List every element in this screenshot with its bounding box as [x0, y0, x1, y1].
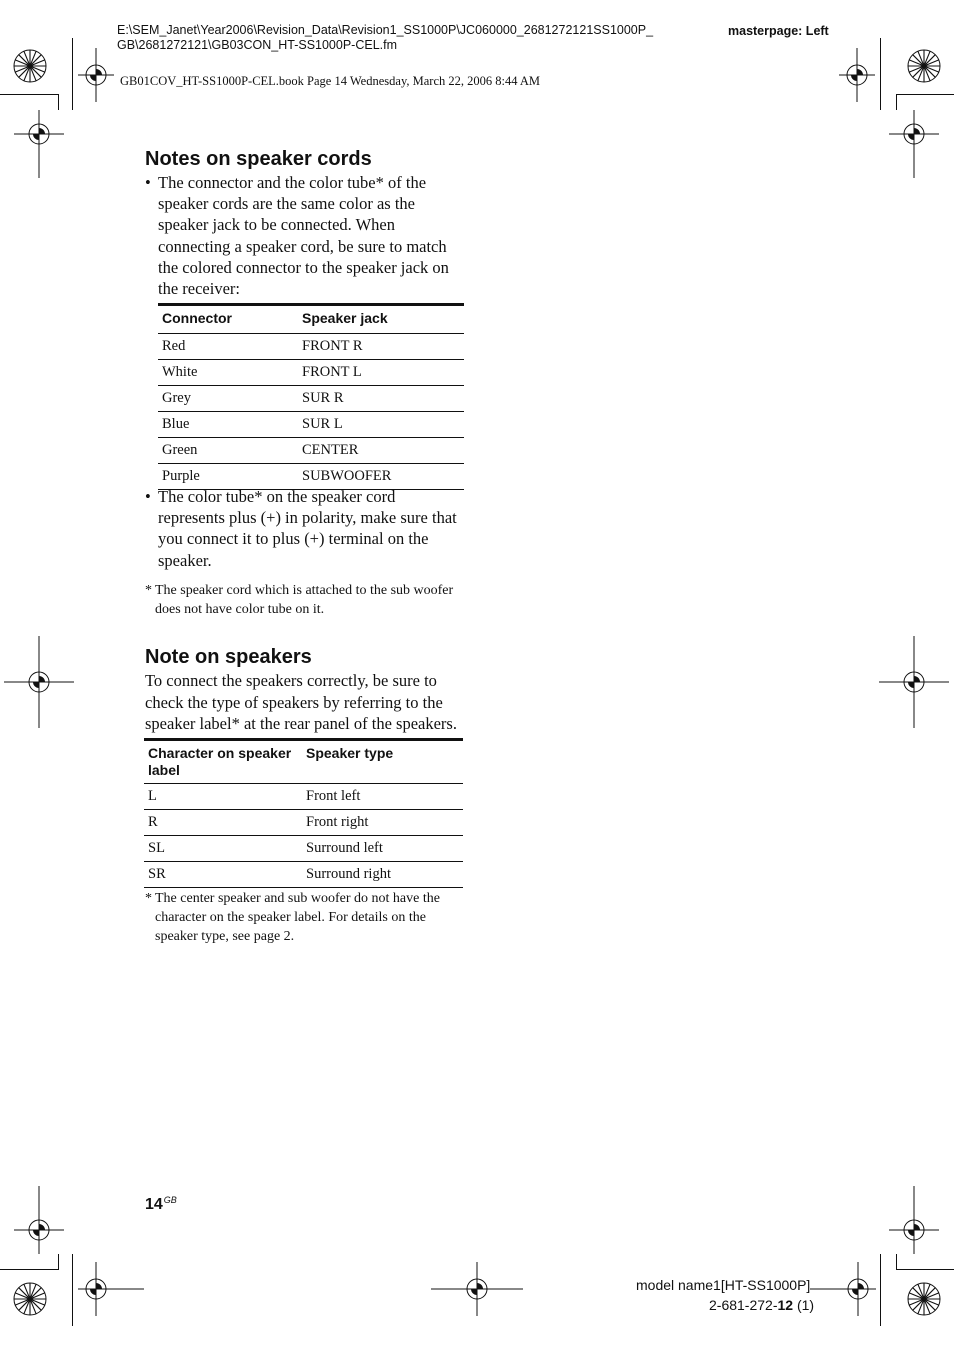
- table-row: [158, 360, 464, 386]
- crop-mark-line: [58, 94, 59, 110]
- crop-mark-line: [72, 1254, 73, 1326]
- footnote-color-tube: [145, 581, 467, 621]
- footnote-text: The speaker cord which is attached to the sub woofer does not have color tube on it.: [155, 583, 454, 617]
- registration-crosshair-icon: [889, 1186, 939, 1254]
- registration-crosshair-icon: [879, 636, 949, 728]
- table-header-row: [144, 740, 463, 784]
- registration-crosshair-icon: [78, 48, 114, 102]
- column-header-connector: Connector: [158, 305, 298, 334]
- footnote-text: The center speaker and sub woofer do not have the character on the speaker label. For details on the speaker type, see page 2.: [155, 891, 440, 944]
- column-header-speaker-type: Speaker type: [302, 740, 463, 784]
- table-cell: SR: [144, 862, 302, 888]
- crop-mark-line: [0, 1269, 58, 1270]
- table-row: [144, 784, 463, 810]
- table-cell: Front left: [302, 784, 463, 810]
- table-cell: Purple: [158, 464, 298, 490]
- table-cell: Grey: [158, 386, 298, 412]
- column-header-character: Character on speaker label: [144, 740, 302, 784]
- file-path-line1: E:\SEM_Janet\Year2006\Revision_Data\Revision1_SS1000P\JC060000_2681272121SS1000P_: [117, 23, 654, 37]
- registration-crosshair-icon: [4, 636, 74, 728]
- table-row: [144, 810, 463, 836]
- registration-starburst-icon: [907, 49, 941, 83]
- book-info: GB01COV_HT-SS1000P-CEL.book Page 14 Wednesday, March 22, 2006 8:44 AM: [120, 74, 541, 88]
- docnum-prefix: 2-681-272-: [709, 1297, 778, 1313]
- page-number: [145, 1195, 177, 1214]
- table-cell: SUR R: [298, 386, 464, 412]
- table-cell: SL: [144, 836, 302, 862]
- table-cell: Blue: [158, 412, 298, 438]
- bullet-glyph: •: [145, 487, 151, 506]
- crop-mark-line: [0, 94, 58, 95]
- crop-mark-line: [896, 1269, 954, 1270]
- table-cell: White: [158, 360, 298, 386]
- footer-model-name: model name1[HT-SS1000P]: [636, 1277, 811, 1293]
- crop-mark-line: [880, 1254, 881, 1326]
- page-number-value: 14: [145, 1196, 163, 1213]
- table-header-row: [158, 305, 464, 334]
- crop-mark-line: [880, 38, 881, 110]
- table-cell: Surround left: [302, 836, 463, 862]
- bullet-text: The color tube* on the speaker cord represents plus (+) in polarity, make sure that you connect it to plus (+) terminal on the speaker.: [158, 487, 457, 570]
- registration-starburst-icon: [907, 1282, 941, 1316]
- table-cell: FRONT L: [298, 360, 464, 386]
- registration-crosshair-icon: [889, 110, 939, 178]
- registration-crosshair-icon: [431, 1262, 523, 1316]
- registration-crosshair-icon: [14, 110, 64, 178]
- masterpage-label: masterpage: Left: [728, 24, 829, 38]
- file-path-line2: GB\2681272121\GB03CON_HT-SS1000P-CEL.fm: [117, 38, 398, 52]
- crop-mark-line: [896, 94, 897, 110]
- registration-starburst-icon: [13, 1282, 47, 1316]
- crop-mark-line: [58, 1254, 59, 1270]
- connector-table: [158, 303, 464, 490]
- footnote-marker: *: [145, 891, 152, 906]
- speakers-intro-paragraph: To connect the speakers correctly, be sure to check the type of speakers by referring to the speaker label* at the rear panel of the speakers.: [145, 671, 457, 733]
- table-cell: SUBWOOFER: [298, 464, 464, 490]
- footnote-speaker-label: [145, 889, 467, 949]
- table-row: [144, 862, 463, 888]
- section-heading-speaker-cords: Notes on speaker cords: [145, 148, 372, 170]
- table-row: [158, 412, 464, 438]
- registration-crosshair-icon: [14, 1186, 64, 1254]
- file-path: [117, 23, 717, 53]
- table-cell: Red: [158, 334, 298, 360]
- docnum-suffix: (1): [793, 1297, 815, 1313]
- section-heading-speakers: Note on speakers: [145, 646, 312, 668]
- table-cell: FRONT R: [298, 334, 464, 360]
- crop-mark-line: [896, 94, 954, 95]
- crop-mark-line: [896, 1254, 897, 1270]
- table-cell: Front right: [302, 810, 463, 836]
- speaker-label-table: [144, 738, 463, 888]
- bullet-text: The connector and the color tube* of the speaker cords are the same color as the speaker jack to be connected. When connecting a speaker cord, be sure to match the colored connector to the speaker jack on the receiver:: [158, 173, 449, 299]
- table-cell: R: [144, 810, 302, 836]
- table-row: [144, 836, 463, 862]
- registration-crosshair-icon: [810, 1262, 876, 1316]
- table-cell: Surround right: [302, 862, 463, 888]
- table-cell: CENTER: [298, 438, 464, 464]
- footer-document-number: [709, 1297, 814, 1313]
- registration-crosshair-icon: [78, 1262, 144, 1316]
- bullet-item-connector-color: [145, 172, 467, 302]
- table-row: [158, 438, 464, 464]
- crop-mark-line: [72, 38, 73, 110]
- table-cell: L: [144, 784, 302, 810]
- registration-starburst-icon: [13, 49, 47, 83]
- table-cell: Green: [158, 438, 298, 464]
- bullet-glyph: •: [145, 173, 151, 192]
- bullet-item-polarity: [145, 486, 467, 576]
- page-number-suffix: GB: [163, 1195, 177, 1205]
- table-row: [158, 334, 464, 360]
- table-row: [158, 386, 464, 412]
- registration-crosshair-icon: [839, 48, 875, 102]
- table-cell: SUR L: [298, 412, 464, 438]
- footnote-marker: *: [145, 583, 152, 598]
- docnum-bold: 12: [777, 1297, 794, 1313]
- column-header-speaker-jack: Speaker jack: [298, 305, 464, 334]
